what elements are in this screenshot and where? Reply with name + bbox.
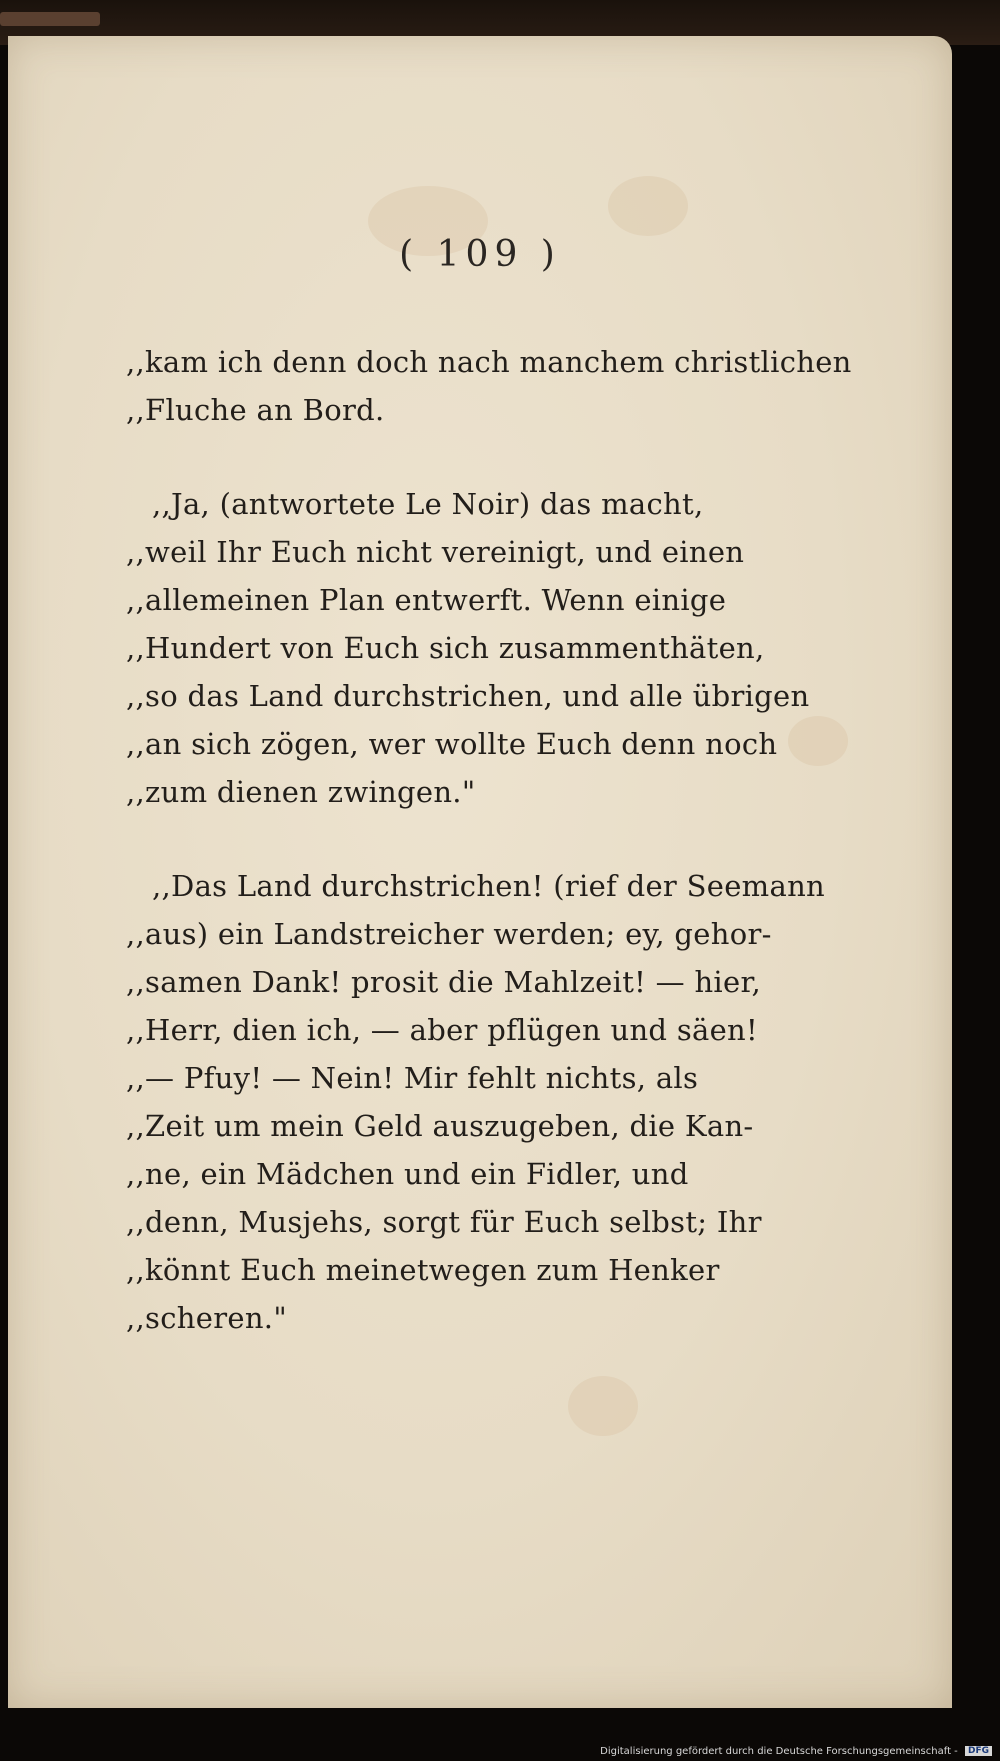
text-line: ,,so das Land durchstrichen, und alle übrigen — [126, 679, 810, 713]
text-line: ,,Das Land durchstrichen! (rief der Seemann — [152, 869, 826, 903]
text-line: ,,allemeinen Plan entwerft. Wenn einige — [126, 583, 727, 617]
text-line: ,,Herr, dien ich, — aber pflügen und säen! — [126, 1013, 758, 1047]
text-line: ,,denn, Musjehs, sorgt für Euch selbst; Ihr — [126, 1205, 762, 1239]
text-line: ,,Zeit um mein Geld auszugeben, die Kan- — [126, 1109, 754, 1143]
credit-text: Digitalisierung gefördert durch die Deutsche Forschungsgemeinschaft - — [600, 1746, 958, 1757]
spine-edge — [0, 12, 100, 26]
paper-stain — [608, 176, 688, 236]
text-line: ,,Hundert von Euch sich zusammenthäten, — [126, 631, 765, 665]
text-line: ,,an sich zögen, wer wollte Euch denn noch — [126, 727, 778, 761]
text-line: ,,weil Ihr Euch nicht vereinigt, und einen — [126, 535, 745, 569]
text-line: ,,aus) ein Landstreicher werden; ey, gehor- — [126, 917, 772, 951]
text-line: ,,scheren." — [126, 1301, 287, 1335]
paragraph — [126, 480, 810, 816]
book-page — [8, 36, 952, 1708]
paragraph — [126, 338, 852, 434]
text-line: ,,zum dienen zwingen." — [126, 775, 476, 809]
text-line: ,,samen Dank! prosit die Mahlzeit! — hier, — [126, 965, 761, 999]
dfg-logo: DFG — [965, 1746, 992, 1756]
text-line: ,,— Pfuy! — Nein! Mir fehlt nichts, als — [126, 1061, 699, 1095]
text-line: ,,Fluche an Bord. — [126, 393, 385, 427]
paper-stain — [788, 716, 848, 766]
page-number: ( 109 ) — [399, 234, 561, 275]
paragraph — [126, 862, 826, 1342]
text-line: ,,kam ich denn doch nach manchem christlichen — [126, 345, 852, 379]
text-line: ,,Ja, (antwortete Le Noir) das macht, — [152, 487, 704, 521]
text-line: ,,ne, ein Mädchen und ein Fidler, und — [126, 1157, 689, 1191]
digitization-credit — [600, 1746, 992, 1757]
text-line: ,,könnt Euch meinetwegen zum Henker — [126, 1253, 720, 1287]
body-text — [126, 338, 852, 1388]
